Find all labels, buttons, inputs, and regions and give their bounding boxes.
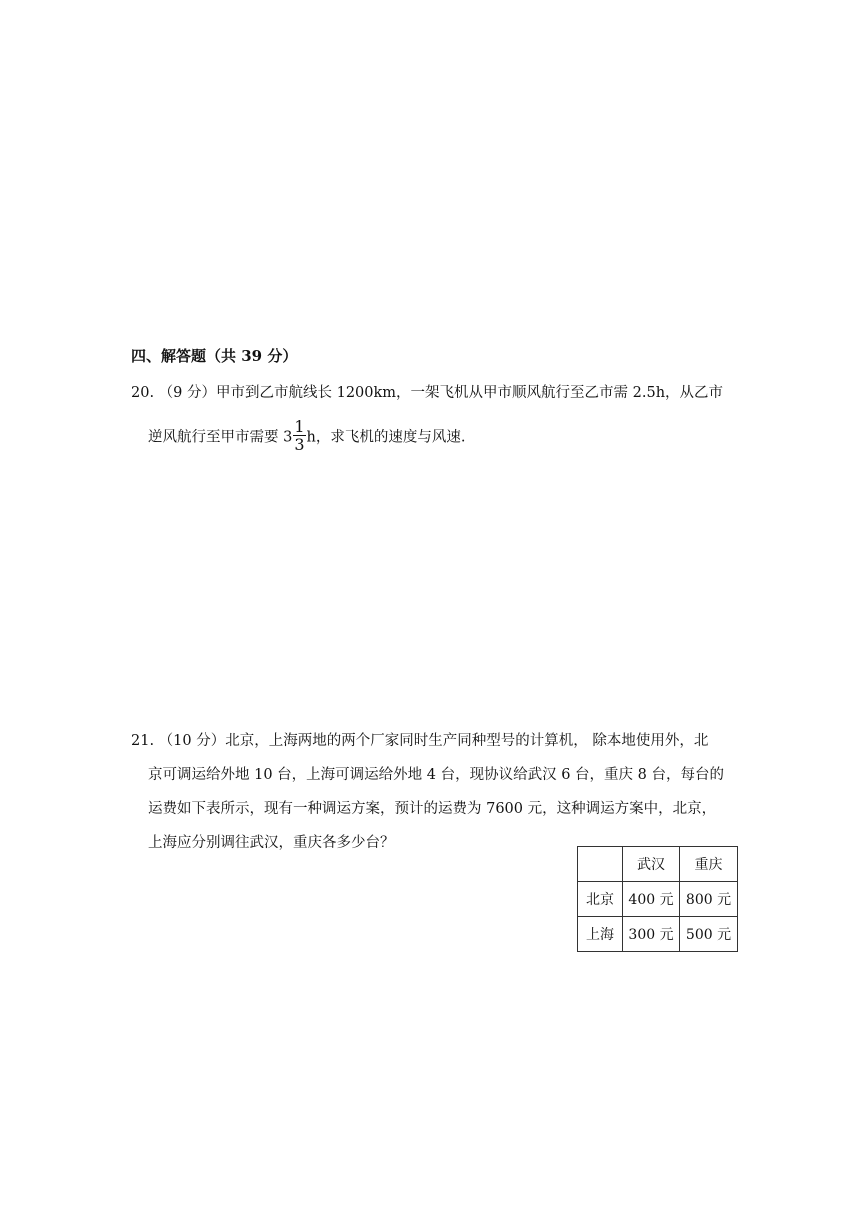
question-21-line-1: 21. （10 分）北京，上海两地的两个厂家同时生产同种型号的计算机， 除本地使用外，北: [131, 733, 709, 749]
question-21-line-4: 上海应分别调往武汉，重庆各多少台？: [148, 835, 395, 851]
question-20-text-before-fraction: 逆风航行至甲市需要 3: [148, 429, 293, 446]
table-corner-cell: [578, 847, 623, 882]
question-21-line-3: 运费如下表所示，现有一种调运方案，预计的运费为 7600 元，这种调运方案中，北京，: [148, 801, 717, 817]
table-header-wuhan: 武汉: [623, 847, 680, 882]
question-21-line-2: 京可调运给外地 10 台，上海可调运给外地 4 台，现协议给武汉 6 台，重庆 8 台，每台的: [148, 767, 724, 783]
table-cell-beijing-chongqing: 800 元: [680, 882, 738, 917]
table-cell-beijing-wuhan: 400 元: [623, 882, 680, 917]
table-header-row: [578, 847, 738, 882]
question-20-line-2: [148, 417, 466, 455]
fraction-denominator: 3: [294, 435, 305, 454]
question-20-text-after-fraction: h，求飞机的速度与风速.: [306, 429, 466, 446]
table-row: [578, 882, 738, 917]
table-cell-shanghai-chongqing: 500 元: [680, 917, 738, 952]
table-cell-shanghai-wuhan: 300 元: [623, 917, 680, 952]
mixed-number-fraction: [293, 418, 305, 453]
section-heading: 四、解答题（共 39 分）: [131, 347, 298, 365]
freight-cost-table: [577, 846, 738, 952]
question-20-line-1: 20. （9 分）甲市到乙市航线长 1200km，一架飞机从甲市顺风航行至乙市需 2.5h，从乙市: [131, 385, 724, 401]
fraction-numerator: 1: [294, 417, 305, 436]
table-row-label-beijing: 北京: [578, 882, 623, 917]
table-row: [578, 917, 738, 952]
table-header-chongqing: 重庆: [680, 847, 738, 882]
table-row-label-shanghai: 上海: [578, 917, 623, 952]
